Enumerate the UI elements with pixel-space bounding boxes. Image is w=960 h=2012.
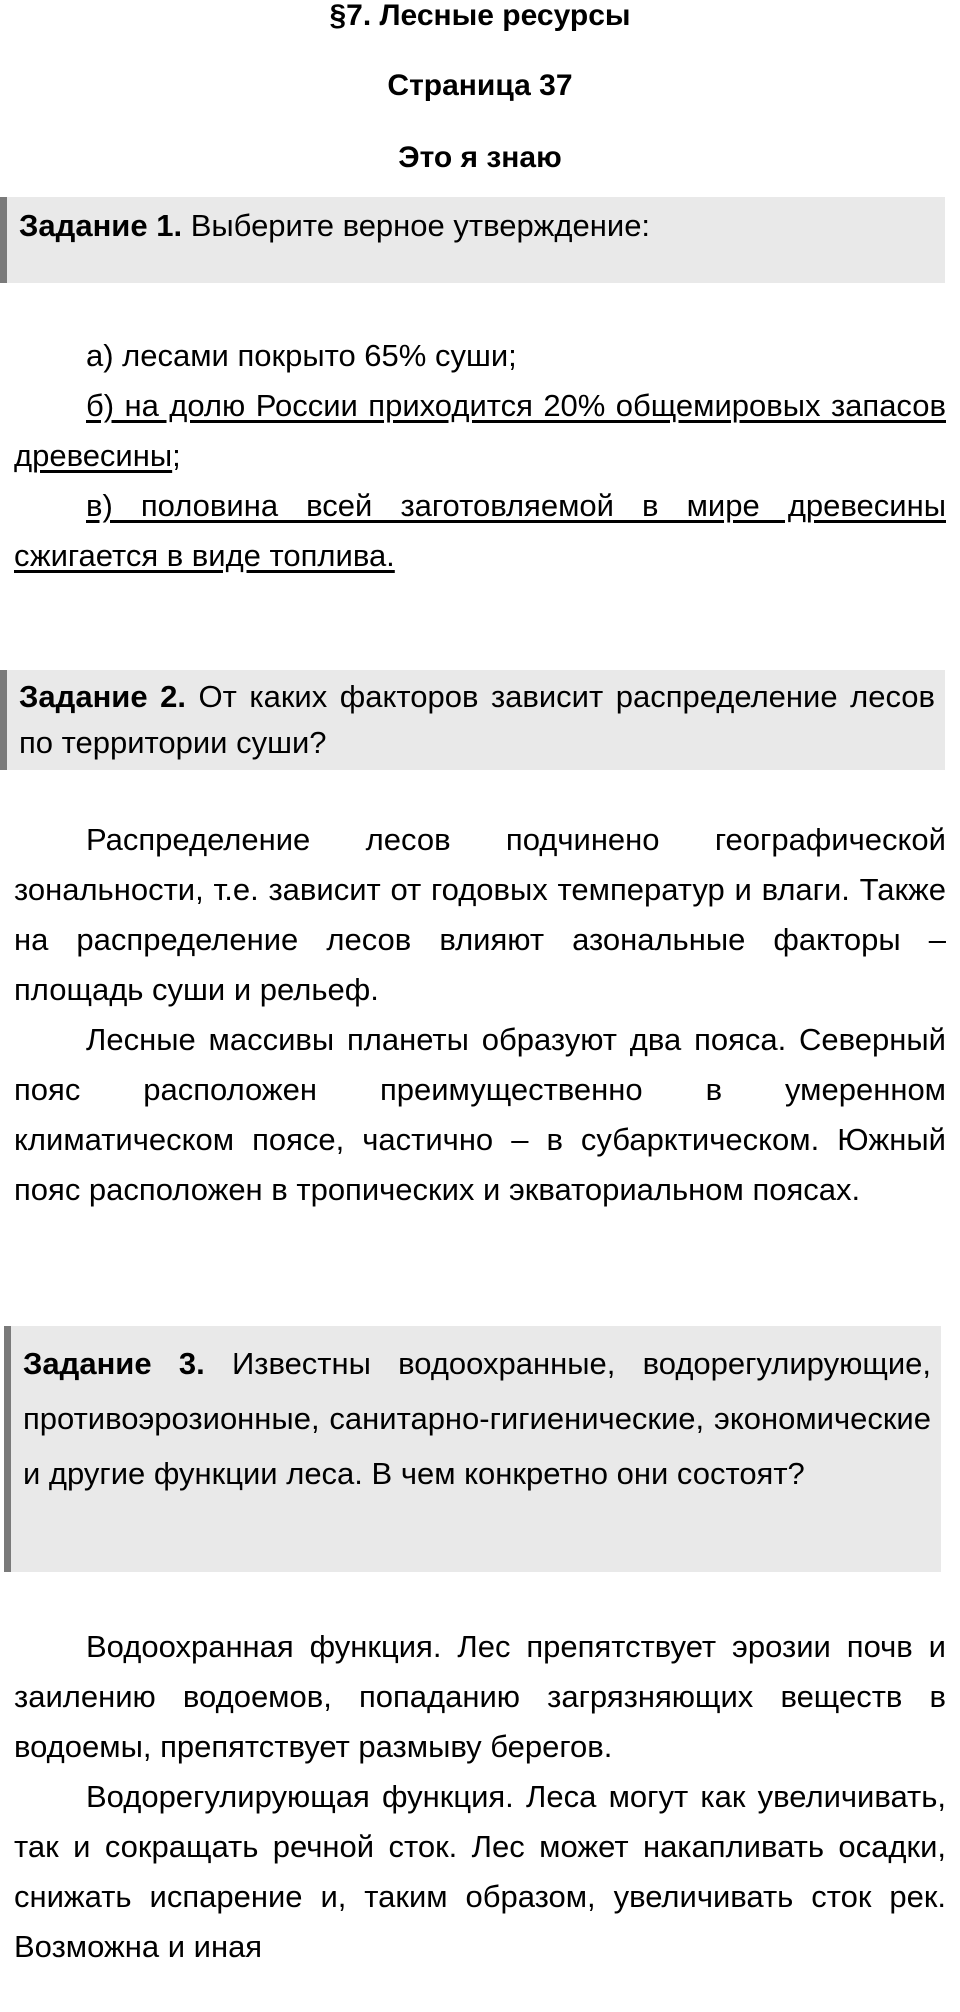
task-1-label: Задание 1.: [19, 208, 183, 243]
option-b: [14, 381, 946, 481]
task-1-options: [14, 331, 946, 581]
task-3-question: Известны водоохранные, водорегулирующие, противоэрозионные, санитарно-гигиенические, экономические и другие функции леса. В чем конкретно они состоят?: [23, 1346, 931, 1491]
option-b-suffix: ;: [172, 438, 181, 473]
page-label: Страница 37: [387, 69, 573, 102]
option-b-text: б) на долю России приходится 20% общемировых запасов древесины: [14, 388, 946, 473]
task-2-answer-paragraph: Распределение лесов подчинено географической зональности, т.е. зависит от годовых температур и влаги. Также на распределение лесов влияют азональные факторы – площадь суши и рельеф.: [14, 822, 946, 1007]
task-3-box: [4, 1326, 941, 1572]
option-c-text: в) половина всей заготовляемой в мире древесины сжигается в виде топлива.: [14, 488, 946, 573]
task-2-answer: [14, 815, 946, 1215]
option-c: [14, 481, 946, 581]
task-2-question: От каких факторов зависит распределение лесов по территории суши?: [19, 679, 935, 760]
task-2-label: Задание 2.: [19, 679, 186, 714]
subtitle: Это я знаю: [398, 141, 562, 174]
task-2-box: [0, 670, 945, 770]
task-2-answer-paragraph: Лесные массивы планеты образуют два пояса. Северный пояс расположен преимущественно в умеренном климатическом поясе, частично – в субарктическом. Южный пояс расположен в тропических и экваториальном поясах.: [14, 1022, 946, 1207]
task-3-answer: [14, 1622, 946, 1972]
task-3-answer-paragraph: Водорегулирующая функция. Леса могут как увеличивать, так и сокращать речной сток. Лес может накапливать осадки, снижать испарение и, таким образом, увеличивать сток рек. Возможна и иная: [14, 1779, 946, 1964]
task-1-box: [0, 197, 945, 283]
task-1-question: Выберите верное утверждение:: [190, 208, 651, 243]
task-3-label: Задание 3.: [23, 1346, 205, 1381]
task-3-answer-paragraph: Водоохранная функция. Лес препятствует эрозии почв и заилению водоемов, попаданию загрязняющих веществ в водоемы, препятствует размыву берегов.: [14, 1629, 946, 1764]
option-a: а) лесами покрыто 65% суши;: [86, 338, 517, 373]
section-title: §7. Лесные ресурсы: [329, 0, 631, 32]
